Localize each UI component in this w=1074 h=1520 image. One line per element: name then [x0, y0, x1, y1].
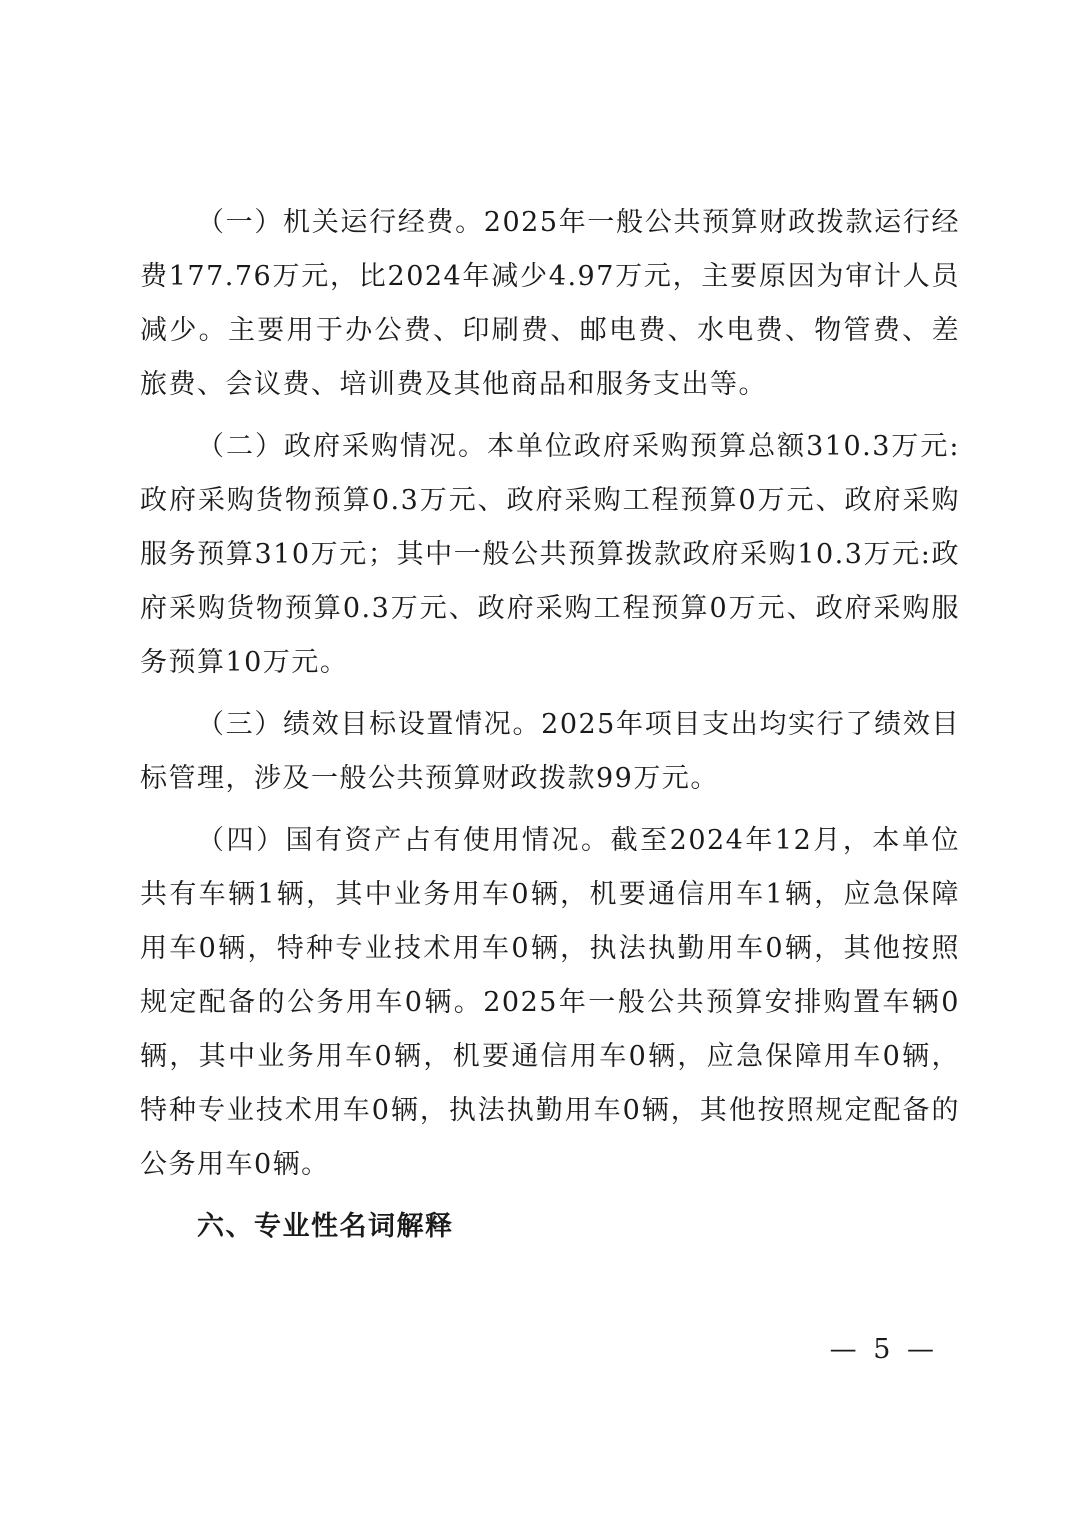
paragraph-performance-targets [140, 698, 960, 806]
section-title: 六、专业性名词解释 [197, 1211, 454, 1242]
paragraph-state-assets [140, 814, 960, 1192]
paragraph-government-procurement [140, 420, 960, 690]
paragraph-text: 2025年一般公共预算财政拨款运行经费177.76万元，比2024年减少4.97万元，主要原因为审计人员减少。主要用于办公费、印刷费、邮电费、水电费、物管费、差旅费、会议费、培训费及其他商品和服务支出等。 [140, 207, 961, 400]
paragraph-text: 截至2024年12月，本单位共有车辆1辆，其中业务用车0辆，机要通信用车1辆，应急保障用车0辆，特种专业技术用车0辆，执法执勤用车0辆，其他按照规定配备的公务用车0辆。2025年一般公共预算安排购置车辆0辆，其中业务用车0辆，机要通信用车0辆，应急保障用车0辆，特种专业技术用车0辆，执法执勤用车0辆，其他按照规定配备的公务用车0辆。 [140, 825, 960, 1180]
page-number: — 5 — [829, 1334, 938, 1365]
paragraph-heading: （四）国有资产占有使用情况。 [197, 825, 611, 856]
paragraph-heading: （二）政府采购情况。 [197, 431, 488, 462]
paragraph-heading: （一）机关运行经费。 [197, 207, 484, 238]
paragraph-text: 2025年项目支出均实行了绩效目标管理，涉及一般公共预算财政拨款99万元。 [140, 709, 960, 794]
paragraph-operating-expenses [140, 196, 960, 412]
paragraph-heading: （三）绩效目标设置情况。 [197, 709, 542, 740]
paragraph-text: 本单位政府采购预算总额310.3万元:政府采购货物预算0.3万元、政府采购工程预算0万元、政府采购服务预算310万元；其中一般公共预算拨款政府采购10.3万元:政府采购货物预算0.3万元、政府采购工程预算0万元、政府采购服务预算10万元。 [140, 431, 960, 678]
document-body [140, 196, 960, 1254]
